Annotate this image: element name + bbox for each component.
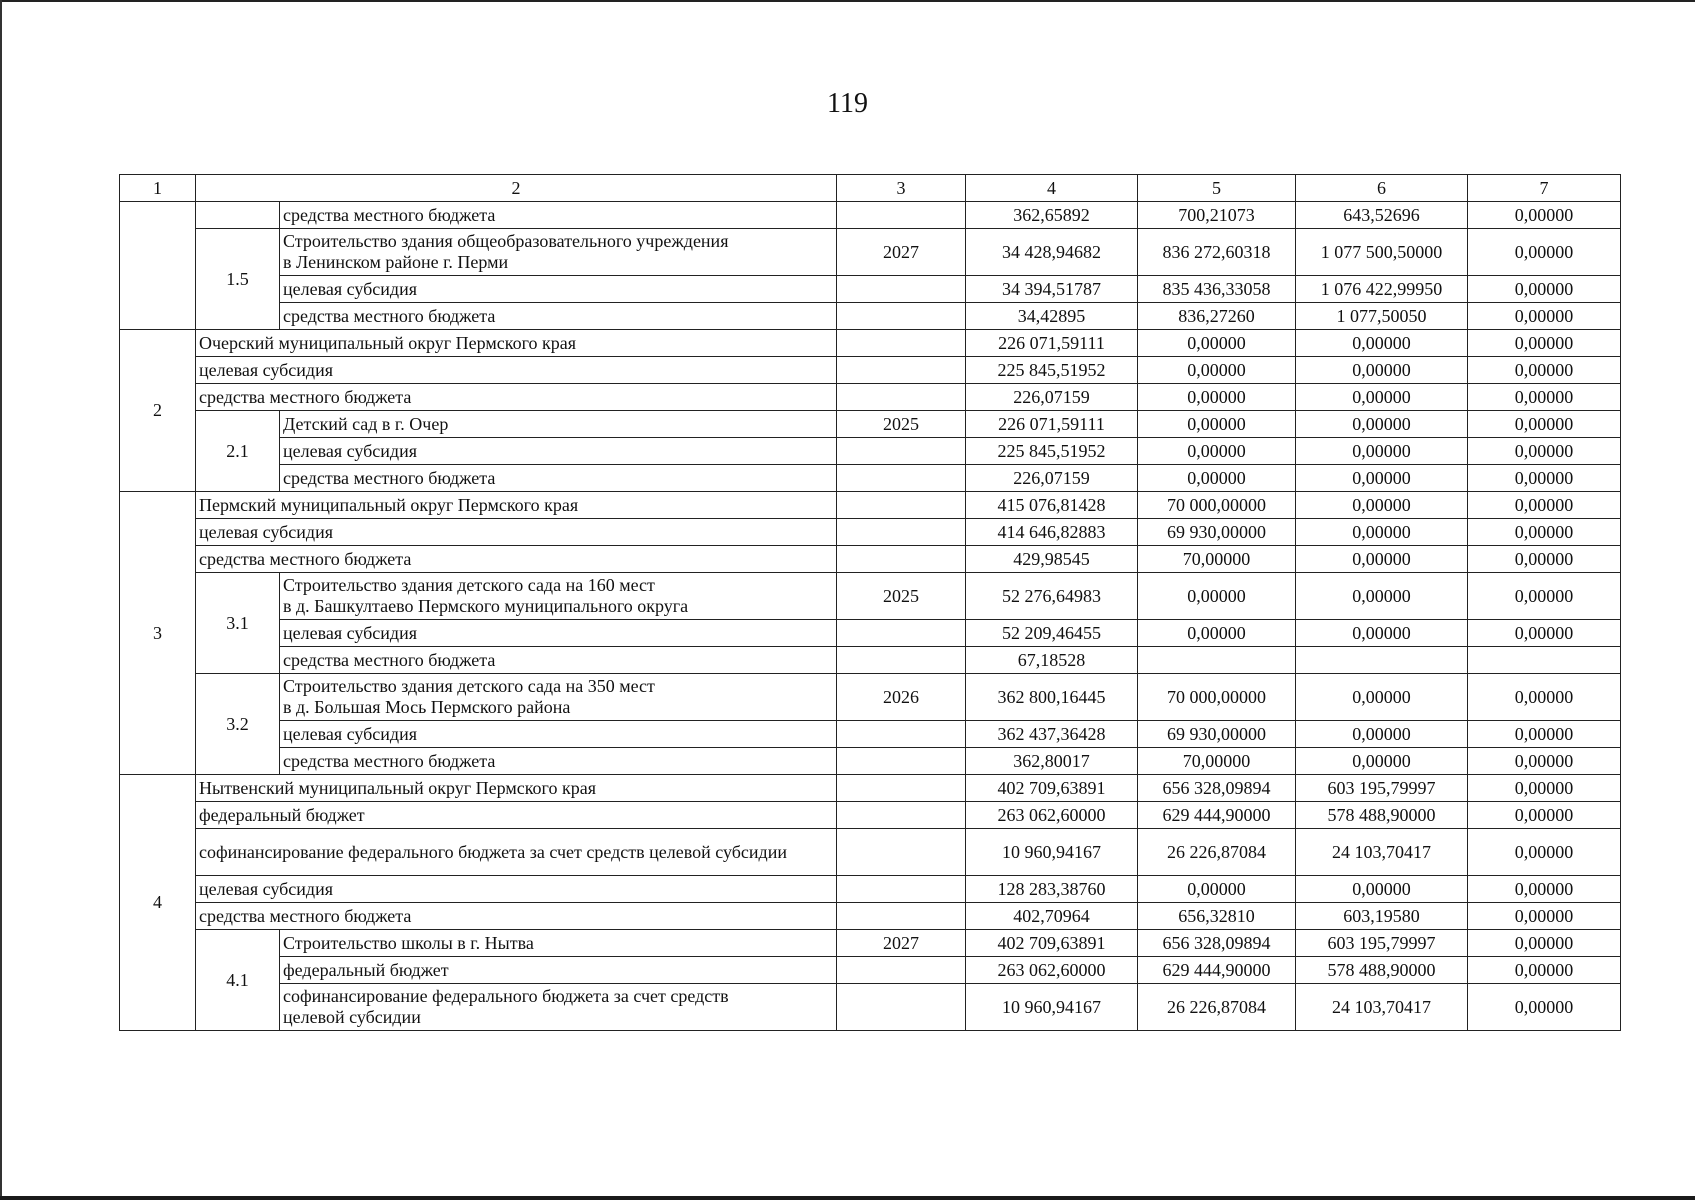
project-number-cell xyxy=(196,202,280,229)
year-cell xyxy=(837,775,966,802)
amount-cell-c7: 0,00000 xyxy=(1468,330,1621,357)
amount-cell-c4: 402 709,63891 xyxy=(966,930,1138,957)
amount-cell-c6: 0,00000 xyxy=(1296,465,1468,492)
project-number-cell: 3.1 xyxy=(196,573,280,674)
row-name-cell: софинансирование федерального бюджета за счет средств целевой субсидии xyxy=(196,829,837,876)
amount-cell-c4: 34 394,51787 xyxy=(966,276,1138,303)
budget-table-body xyxy=(120,175,1621,1031)
amount-cell-c5: 836 272,60318 xyxy=(1138,229,1296,276)
amount-cell-c6: 603,19580 xyxy=(1296,903,1468,930)
amount-cell-c6: 0,00000 xyxy=(1296,546,1468,573)
scan-bottom-edge xyxy=(0,1196,1695,1200)
year-cell xyxy=(837,303,966,330)
amount-cell-c4: 362,65892 xyxy=(966,202,1138,229)
column-number: 5 xyxy=(1138,175,1296,202)
amount-cell-c7: 0,00000 xyxy=(1468,357,1621,384)
amount-cell-c7: 0,00000 xyxy=(1468,876,1621,903)
column-number: 4 xyxy=(966,175,1138,202)
row-name-cell: средства местного бюджета xyxy=(280,202,837,229)
amount-cell-c7: 0,00000 xyxy=(1468,829,1621,876)
table-row xyxy=(120,647,1621,674)
row-name-cell: средства местного бюджета xyxy=(196,384,837,411)
year-cell xyxy=(837,330,966,357)
year-cell: 2026 xyxy=(837,674,966,721)
amount-cell-c4: 52 209,46455 xyxy=(966,620,1138,647)
amount-cell-c5: 0,00000 xyxy=(1138,465,1296,492)
project-number-cell: 4.1 xyxy=(196,930,280,1031)
amount-cell-c4: 128 283,38760 xyxy=(966,876,1138,903)
table-row xyxy=(120,357,1621,384)
project-number-cell: 2.1 xyxy=(196,411,280,492)
amount-cell-c7: 0,00000 xyxy=(1468,721,1621,748)
amount-cell-c7: 0,00000 xyxy=(1468,748,1621,775)
amount-cell-c4: 225 845,51952 xyxy=(966,438,1138,465)
row-name-cell: софинансирование федерального бюджета за счет средств целевой субсидии xyxy=(280,984,837,1031)
amount-cell-c7: 0,00000 xyxy=(1468,465,1621,492)
year-cell xyxy=(837,647,966,674)
amount-cell-c5: 70 000,00000 xyxy=(1138,492,1296,519)
row-name-cell: средства местного бюджета xyxy=(196,903,837,930)
table-row xyxy=(120,303,1621,330)
amount-cell-c7: 0,00000 xyxy=(1468,620,1621,647)
year-cell xyxy=(837,357,966,384)
amount-cell-c7: 0,00000 xyxy=(1468,202,1621,229)
amount-cell-c6: 0,00000 xyxy=(1296,876,1468,903)
table-row xyxy=(120,957,1621,984)
amount-cell-c7: 0,00000 xyxy=(1468,229,1621,276)
table-row xyxy=(120,573,1621,620)
table-row xyxy=(120,202,1621,229)
table-row xyxy=(120,984,1621,1031)
amount-cell-c4: 263 062,60000 xyxy=(966,957,1138,984)
amount-cell-c5: 656,32810 xyxy=(1138,903,1296,930)
amount-cell-c6: 578 488,90000 xyxy=(1296,802,1468,829)
amount-cell-c6: 0,00000 xyxy=(1296,721,1468,748)
year-cell xyxy=(837,620,966,647)
column-number: 1 xyxy=(120,175,196,202)
amount-cell-c5: 629 444,90000 xyxy=(1138,957,1296,984)
year-cell xyxy=(837,438,966,465)
amount-cell-c4: 263 062,60000 xyxy=(966,802,1138,829)
amount-cell-c4: 402 709,63891 xyxy=(966,775,1138,802)
amount-cell-c5: 0,00000 xyxy=(1138,573,1296,620)
amount-cell-c7: 0,00000 xyxy=(1468,519,1621,546)
amount-cell-c7: 0,00000 xyxy=(1468,411,1621,438)
amount-cell-c6: 0,00000 xyxy=(1296,411,1468,438)
year-cell xyxy=(837,465,966,492)
amount-cell-c4: 226 071,59111 xyxy=(966,330,1138,357)
amount-cell-c5: 0,00000 xyxy=(1138,384,1296,411)
amount-cell-c4: 34 428,94682 xyxy=(966,229,1138,276)
table-row xyxy=(120,411,1621,438)
row-name-cell: средства местного бюджета xyxy=(280,465,837,492)
amount-cell-c4: 226,07159 xyxy=(966,465,1138,492)
year-cell xyxy=(837,202,966,229)
row-name-cell: средства местного бюджета xyxy=(196,546,837,573)
amount-cell-c7: 0,00000 xyxy=(1468,984,1621,1031)
amount-cell-c7: 0,00000 xyxy=(1468,674,1621,721)
row-name-cell: Строительство школы в г. Нытва xyxy=(280,930,837,957)
table-row xyxy=(120,276,1621,303)
row-name-cell: федеральный бюджет xyxy=(280,957,837,984)
row-name-cell: целевая субсидия xyxy=(280,438,837,465)
group-number-cell: 4 xyxy=(120,775,196,1031)
amount-cell-c6: 24 103,70417 xyxy=(1296,984,1468,1031)
budget-table xyxy=(119,174,1621,1031)
row-name-cell: федеральный бюджет xyxy=(196,802,837,829)
table-row xyxy=(120,519,1621,546)
year-cell xyxy=(837,748,966,775)
amount-cell-c4: 226 071,59111 xyxy=(966,411,1138,438)
amount-cell-c4: 414 646,82883 xyxy=(966,519,1138,546)
amount-cell-c5: 700,21073 xyxy=(1138,202,1296,229)
amount-cell-c6: 0,00000 xyxy=(1296,519,1468,546)
amount-cell-c7: 0,00000 xyxy=(1468,903,1621,930)
amount-cell-c5: 656 328,09894 xyxy=(1138,775,1296,802)
year-cell xyxy=(837,721,966,748)
amount-cell-c6: 0,00000 xyxy=(1296,748,1468,775)
row-name-cell: средства местного бюджета xyxy=(280,748,837,775)
amount-cell-c5: 70,00000 xyxy=(1138,748,1296,775)
year-cell: 2027 xyxy=(837,930,966,957)
row-name-cell: Очерский муниципальный округ Пермского края xyxy=(196,330,837,357)
amount-cell-c6: 0,00000 xyxy=(1296,438,1468,465)
row-name-cell: целевая субсидия xyxy=(196,876,837,903)
amount-cell-c6: 0,00000 xyxy=(1296,674,1468,721)
scan-top-edge xyxy=(0,0,1695,2)
group-number-cell: 3 xyxy=(120,492,196,775)
year-cell xyxy=(837,802,966,829)
scan-left-edge xyxy=(0,0,2,1200)
amount-cell-c6: 0,00000 xyxy=(1296,330,1468,357)
amount-cell-c4: 415 076,81428 xyxy=(966,492,1138,519)
amount-cell-c7: 0,00000 xyxy=(1468,573,1621,620)
amount-cell-c7: 0,00000 xyxy=(1468,957,1621,984)
amount-cell-c4: 10 960,94167 xyxy=(966,984,1138,1031)
column-number: 6 xyxy=(1296,175,1468,202)
amount-cell-c6: 0,00000 xyxy=(1296,573,1468,620)
row-name-cell: Пермский муниципальный округ Пермского края xyxy=(196,492,837,519)
amount-cell-c6: 578 488,90000 xyxy=(1296,957,1468,984)
amount-cell-c7: 0,00000 xyxy=(1468,775,1621,802)
amount-cell-c4: 34,42895 xyxy=(966,303,1138,330)
row-name-cell: Детский сад в г. Очер xyxy=(280,411,837,438)
year-cell xyxy=(837,492,966,519)
amount-cell-c6: 1 077,50050 xyxy=(1296,303,1468,330)
table-row xyxy=(120,876,1621,903)
amount-cell-c7 xyxy=(1468,647,1621,674)
row-name-cell: целевая субсидия xyxy=(196,357,837,384)
row-name-cell: целевая субсидия xyxy=(280,276,837,303)
column-number: 3 xyxy=(837,175,966,202)
amount-cell-c5: 0,00000 xyxy=(1138,330,1296,357)
amount-cell-c6: 603 195,79997 xyxy=(1296,930,1468,957)
table-row xyxy=(120,775,1621,802)
amount-cell-c4: 429,98545 xyxy=(966,546,1138,573)
project-number-cell: 1.5 xyxy=(196,229,280,330)
year-cell xyxy=(837,903,966,930)
amount-cell-c4: 362 437,36428 xyxy=(966,721,1138,748)
amount-cell-c4: 362 800,16445 xyxy=(966,674,1138,721)
year-cell: 2027 xyxy=(837,229,966,276)
amount-cell-c7: 0,00000 xyxy=(1468,930,1621,957)
amount-cell-c7: 0,00000 xyxy=(1468,802,1621,829)
row-name-cell: Строительство здания общеобразовательного учреждения в Ленинском районе г. Перми xyxy=(280,229,837,276)
table-row xyxy=(120,492,1621,519)
year-cell xyxy=(837,984,966,1031)
table-row xyxy=(120,546,1621,573)
year-cell xyxy=(837,276,966,303)
amount-cell-c6: 643,52696 xyxy=(1296,202,1468,229)
row-name-cell: целевая субсидия xyxy=(196,519,837,546)
row-name-cell: целевая субсидия xyxy=(280,721,837,748)
amount-cell-c4: 52 276,64983 xyxy=(966,573,1138,620)
column-number-row xyxy=(120,175,1621,202)
amount-cell-c5: 0,00000 xyxy=(1138,357,1296,384)
table-row xyxy=(120,465,1621,492)
table-row xyxy=(120,620,1621,647)
amount-cell-c5: 0,00000 xyxy=(1138,411,1296,438)
table-row xyxy=(120,829,1621,876)
amount-cell-c5 xyxy=(1138,647,1296,674)
amount-cell-c5: 0,00000 xyxy=(1138,438,1296,465)
amount-cell-c5: 26 226,87084 xyxy=(1138,829,1296,876)
amount-cell-c7: 0,00000 xyxy=(1468,384,1621,411)
amount-cell-c5: 70 000,00000 xyxy=(1138,674,1296,721)
amount-cell-c7: 0,00000 xyxy=(1468,492,1621,519)
row-name-cell: средства местного бюджета xyxy=(280,303,837,330)
column-number: 7 xyxy=(1468,175,1621,202)
project-number-cell: 3.2 xyxy=(196,674,280,775)
table-row xyxy=(120,802,1621,829)
amount-cell-c7: 0,00000 xyxy=(1468,276,1621,303)
table-row xyxy=(120,384,1621,411)
amount-cell-c4: 67,18528 xyxy=(966,647,1138,674)
amount-cell-c5: 69 930,00000 xyxy=(1138,721,1296,748)
amount-cell-c7: 0,00000 xyxy=(1468,438,1621,465)
column-number: 2 xyxy=(196,175,837,202)
year-cell: 2025 xyxy=(837,411,966,438)
table-row xyxy=(120,330,1621,357)
amount-cell-c5: 0,00000 xyxy=(1138,876,1296,903)
table-row xyxy=(120,674,1621,721)
amount-cell-c5: 656 328,09894 xyxy=(1138,930,1296,957)
amount-cell-c4: 10 960,94167 xyxy=(966,829,1138,876)
amount-cell-c4: 362,80017 xyxy=(966,748,1138,775)
year-cell xyxy=(837,957,966,984)
year-cell xyxy=(837,519,966,546)
row-name-cell: Строительство здания детского сада на 350 мест в д. Большая Мось Пермского района xyxy=(280,674,837,721)
row-name-cell: Нытвенский муниципальный округ Пермского края xyxy=(196,775,837,802)
year-cell xyxy=(837,546,966,573)
amount-cell-c6: 1 077 500,50000 xyxy=(1296,229,1468,276)
table-row xyxy=(120,438,1621,465)
group-number-cell: 2 xyxy=(120,330,196,492)
amount-cell-c5: 836,27260 xyxy=(1138,303,1296,330)
amount-cell-c5: 629 444,90000 xyxy=(1138,802,1296,829)
amount-cell-c6: 0,00000 xyxy=(1296,492,1468,519)
row-name-cell: средства местного бюджета xyxy=(280,647,837,674)
row-name-cell: целевая субсидия xyxy=(280,620,837,647)
table-row xyxy=(120,229,1621,276)
amount-cell-c4: 226,07159 xyxy=(966,384,1138,411)
amount-cell-c5: 69 930,00000 xyxy=(1138,519,1296,546)
amount-cell-c6: 1 076 422,99950 xyxy=(1296,276,1468,303)
amount-cell-c6: 0,00000 xyxy=(1296,620,1468,647)
year-cell xyxy=(837,384,966,411)
amount-cell-c4: 402,70964 xyxy=(966,903,1138,930)
amount-cell-c6: 24 103,70417 xyxy=(1296,829,1468,876)
amount-cell-c7: 0,00000 xyxy=(1468,303,1621,330)
amount-cell-c5: 835 436,33058 xyxy=(1138,276,1296,303)
table-row xyxy=(120,748,1621,775)
table-row xyxy=(120,930,1621,957)
row-name-cell: Строительство здания детского сада на 160 мест в д. Башкултаево Пермского муниципального округа xyxy=(280,573,837,620)
year-cell xyxy=(837,876,966,903)
year-cell xyxy=(837,829,966,876)
amount-cell-c4: 225 845,51952 xyxy=(966,357,1138,384)
table-row xyxy=(120,903,1621,930)
amount-cell-c5: 70,00000 xyxy=(1138,546,1296,573)
amount-cell-c6: 0,00000 xyxy=(1296,384,1468,411)
year-cell: 2025 xyxy=(837,573,966,620)
amount-cell-c6: 603 195,79997 xyxy=(1296,775,1468,802)
group-number-cell xyxy=(120,202,196,330)
table-row xyxy=(120,721,1621,748)
amount-cell-c5: 26 226,87084 xyxy=(1138,984,1296,1031)
amount-cell-c6: 0,00000 xyxy=(1296,357,1468,384)
amount-cell-c7: 0,00000 xyxy=(1468,546,1621,573)
page-number: 119 xyxy=(827,88,868,119)
amount-cell-c5: 0,00000 xyxy=(1138,620,1296,647)
amount-cell-c6 xyxy=(1296,647,1468,674)
